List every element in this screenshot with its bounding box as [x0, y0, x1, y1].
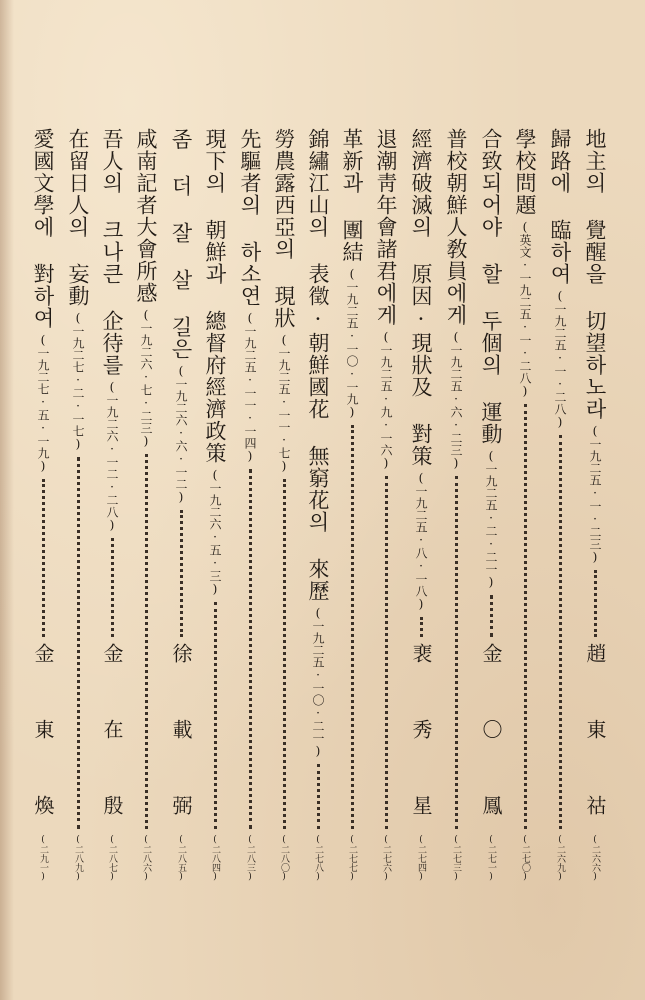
entry-page-number: (二八三)	[245, 835, 255, 882]
toc-entry	[371, 128, 401, 882]
entry-title: 現下의 朝鮮과 總督府經濟政策	[203, 128, 227, 464]
entry-title: 退潮靑年會諸君에게	[374, 128, 398, 326]
entry-date: (一九二五·一一·七)	[277, 333, 291, 473]
entry-date: (一九二五·一〇·一九)	[345, 267, 359, 419]
entry-page-number: (二八七)	[107, 835, 117, 882]
entry-page-number: (二七八)	[313, 835, 323, 882]
toc-entry	[406, 128, 436, 882]
dot-leader	[214, 602, 217, 829]
entry-page-number: (二九一)	[38, 835, 48, 882]
entry-date: (一九二五·九·一六)	[379, 330, 393, 470]
dot-leader	[249, 469, 252, 829]
toc-entry	[545, 128, 575, 882]
entry-page-number: (二七〇)	[520, 835, 530, 882]
entry-page-number: (二八〇)	[279, 835, 289, 882]
entry-page-number: (二六六)	[590, 835, 600, 882]
entry-page-number: (二八九)	[73, 835, 83, 882]
toc-entry	[337, 128, 367, 882]
entry-author: 金 東 煥	[31, 643, 55, 831]
toc-entry	[476, 128, 506, 882]
toc-entry	[166, 128, 196, 882]
dot-leader	[180, 510, 183, 637]
entry-page-number: (二八六)	[141, 835, 151, 882]
toc-entry	[97, 128, 127, 882]
entry-page-number: (二七七)	[347, 835, 357, 882]
entry-author: 金 〇 鳳	[479, 643, 503, 831]
entry-title: 咸南記者大會所感	[134, 128, 158, 304]
entry-author: 趙 東 祜	[583, 643, 607, 831]
entry-date: (一九二五·一一·一四)	[243, 311, 257, 463]
entry-date: (一九二六·五·三)	[208, 468, 222, 596]
dot-leader	[351, 425, 354, 829]
dot-leader	[145, 454, 148, 829]
entry-title: 經濟破滅의 原因·現狀及 對策	[409, 128, 433, 467]
dot-leader	[524, 404, 527, 829]
toc-entry	[63, 128, 93, 882]
dot-leader	[559, 435, 562, 829]
dot-leader	[490, 595, 493, 637]
entry-date: (一九二六·一二·二八)	[105, 380, 119, 532]
entry-page-number: (二七一)	[486, 835, 496, 882]
toc-entry	[269, 128, 299, 882]
dot-leader	[385, 476, 388, 829]
dot-leader	[317, 764, 320, 829]
entry-page-number: (二七六)	[381, 835, 391, 882]
entry-title: 愛國文學에 對하여	[31, 128, 55, 329]
entry-page-number: (二八五)	[176, 835, 186, 882]
entry-title: 在留日人의 妄動	[66, 128, 90, 307]
entry-date: (一九二七·五·一九)	[36, 333, 50, 473]
entry-author: 徐 載 弼	[169, 643, 193, 831]
entry-page-number: (二七三)	[451, 835, 461, 882]
entry-title: 地主의 覺醒을 切望하노라	[583, 128, 607, 420]
entry-title: 歸路에 臨하여	[548, 128, 572, 285]
entry-title: 錦繡江山의 表徵·朝鮮國花 無窮花의 來歷	[306, 128, 330, 602]
entry-title: 先驅者의 하소연	[238, 128, 262, 307]
dot-leader	[283, 479, 286, 829]
entry-title: 合致되어야 할 두個의 運動	[479, 128, 503, 445]
entry-date: (英文·一九二五·一·二八)	[518, 220, 532, 398]
dot-leader	[77, 457, 80, 829]
entry-date: (一九二五·六·二三)	[449, 330, 463, 470]
entry-title: 좀 더 잘 살 길은	[169, 128, 193, 360]
entry-author: 金 在 殷	[100, 643, 124, 831]
entry-author: 裵 秀 星	[409, 643, 433, 831]
toc-entry	[235, 128, 265, 882]
entry-title: 學校問題	[513, 128, 537, 216]
entry-date: (一九二五·一·二三)	[588, 424, 602, 564]
toc-entry	[303, 128, 333, 882]
dot-leader	[594, 570, 597, 637]
dot-leader	[455, 476, 458, 829]
entry-title: 普校朝鮮人敎員에게	[444, 128, 468, 326]
entry-page-number: (二八四)	[210, 835, 220, 882]
entry-title: 吾人의 크나큰 企待를	[100, 128, 124, 376]
dot-leader	[111, 538, 114, 637]
toc-entry	[510, 128, 540, 882]
entry-page-number: (二七四)	[416, 835, 426, 882]
toc-entry	[200, 128, 230, 882]
toc-entry	[131, 128, 161, 882]
entry-date: (一九二五·八·一八)	[414, 471, 428, 611]
entry-title: 革新과 團結	[340, 128, 364, 263]
entry-date: (一九二六·七·二三)	[139, 308, 153, 448]
entry-date: (一九二六·六·一二)	[174, 364, 188, 504]
dot-leader	[420, 617, 423, 637]
entry-title: 勞農露西亞의 現狀	[272, 128, 296, 329]
toc-entry	[580, 128, 610, 882]
entry-date: (一九二七·二·一七)	[71, 311, 85, 451]
toc-entry	[28, 128, 58, 882]
dot-leader	[42, 479, 45, 637]
page-edge-shadow	[0, 0, 14, 1000]
toc-entry	[441, 128, 471, 882]
entry-date: (一九二五·一〇·二一)	[311, 606, 325, 758]
entry-date: (一九二五·一·二八)	[553, 289, 567, 429]
entry-page-number: (二六九)	[555, 835, 565, 882]
entry-date: (一九二五·二·二一)	[484, 449, 498, 589]
